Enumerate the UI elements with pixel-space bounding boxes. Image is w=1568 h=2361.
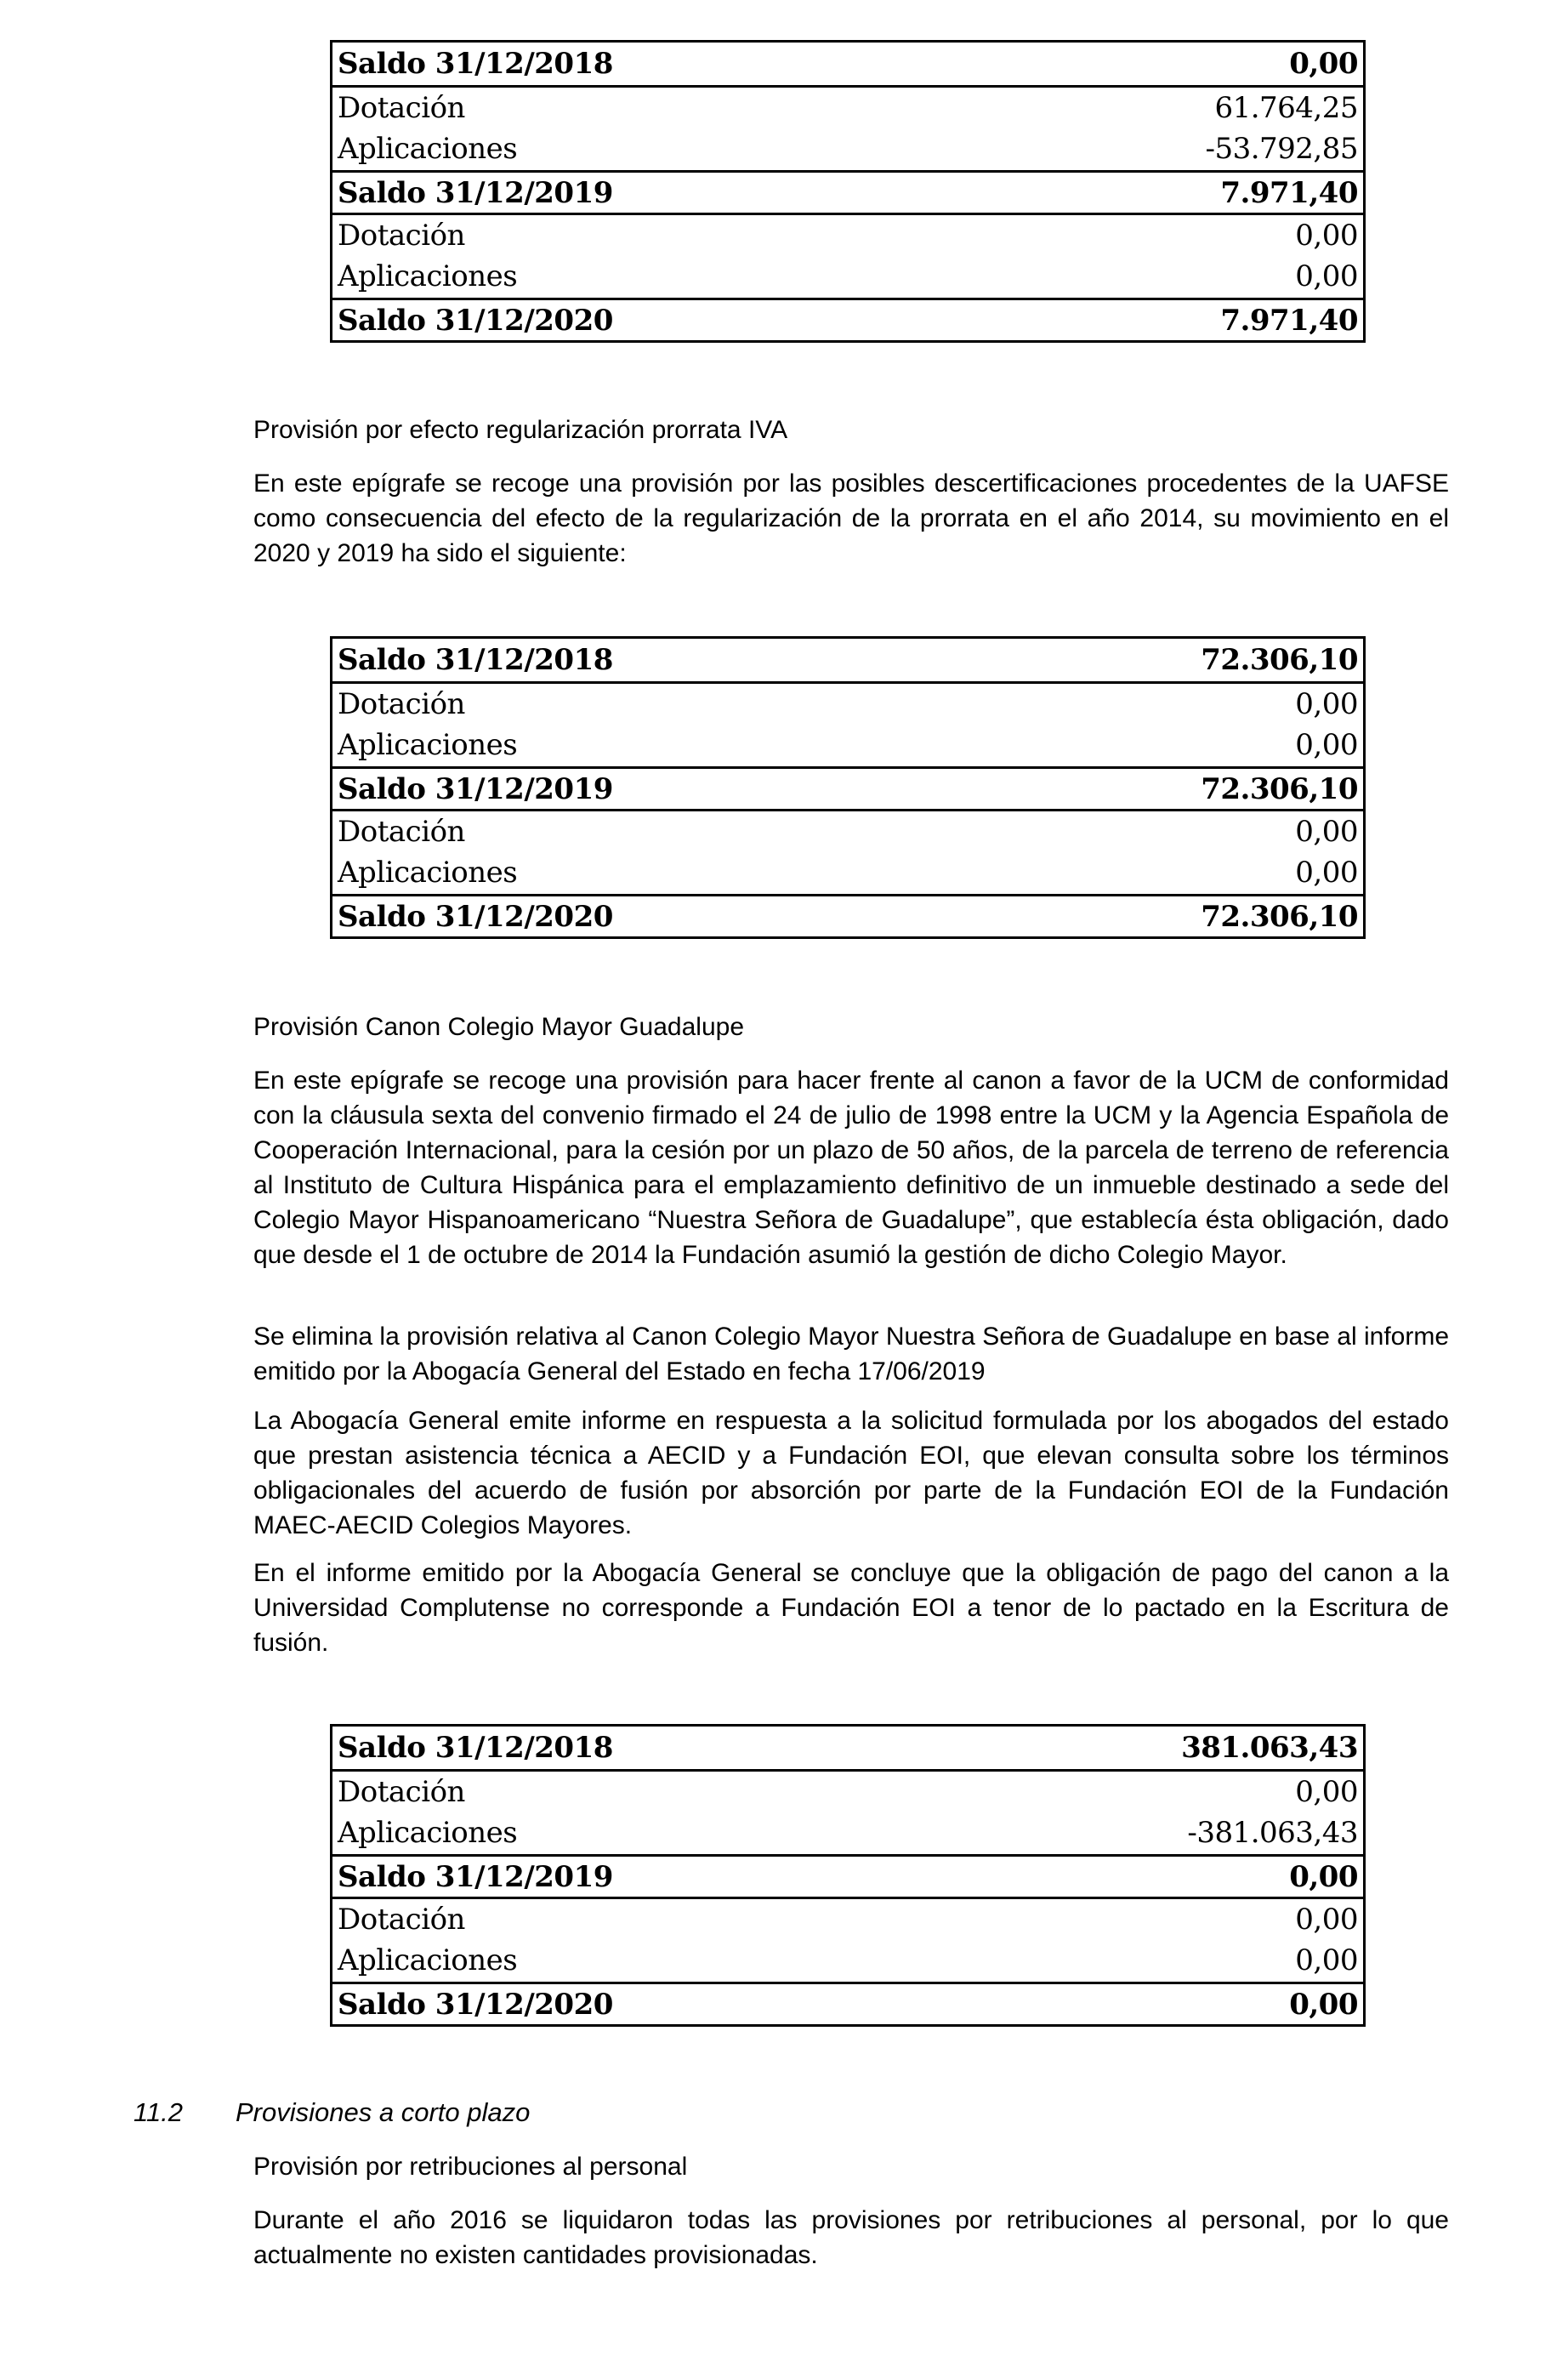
row-value: 0,00 xyxy=(1295,218,1358,253)
personal-heading: Provisión por retribuciones al personal xyxy=(253,2153,688,2181)
table-row xyxy=(332,128,1363,170)
table-row xyxy=(332,1727,1363,1769)
row-label: Saldo 31/12/2020 xyxy=(338,1987,613,2022)
row-value: 381.063,43 xyxy=(1181,1731,1358,1765)
row-value: 0,00 xyxy=(1295,728,1358,762)
row-label: Aplicaciones xyxy=(338,728,518,762)
balance-table-1 xyxy=(330,40,1366,343)
row-value: 0,00 xyxy=(1289,1987,1358,2022)
row-value: 61.764,25 xyxy=(1214,90,1358,125)
canon-paragraph-2: Se elimina la provisión relativa al Canon Colegio Mayor Nuestra Señora de Guadalupe en base al informe emitido por la Abogacía General del Estado en fecha 17/06/2019 xyxy=(253,1323,1449,1385)
section-title: Provisiones a corto plazo xyxy=(236,2097,531,2127)
table-row xyxy=(332,298,1363,340)
row-value: 72.306,10 xyxy=(1201,771,1358,806)
section-number: 11.2 xyxy=(134,2097,184,2127)
row-label: Aplicaciones xyxy=(338,856,518,890)
iva-paragraph: En este epígrafe se recoge una provisión por las posibles descertificaciones procedentes de la UAFSE como consecuencia del efecto de la regularización de la prorrata en el año 2014, su movimiento en el 2020 y 2019 ha sido el siguiente: xyxy=(253,469,1449,567)
table-row xyxy=(332,1982,1363,2024)
row-label: Aplicaciones xyxy=(338,132,518,166)
table-row xyxy=(332,809,1363,851)
iva-heading: Provisión por efecto regularización prorrata IVA xyxy=(253,416,788,444)
section-heading xyxy=(134,2097,530,2128)
row-value: 7.971,40 xyxy=(1220,303,1358,338)
table-row xyxy=(332,1939,1363,1982)
table-row xyxy=(332,724,1363,766)
row-value: 7.971,40 xyxy=(1220,175,1358,210)
row-label: Saldo 31/12/2020 xyxy=(338,899,613,934)
row-label: Saldo 31/12/2018 xyxy=(338,47,613,81)
table-row xyxy=(332,170,1363,213)
table-row xyxy=(332,1897,1363,1939)
row-value: 72.306,10 xyxy=(1201,899,1358,934)
row-value: 72.306,10 xyxy=(1201,643,1358,677)
personal-paragraph: Durante el año 2016 se liquidaron todas las provisiones por retribuciones al personal, por lo que actualmente no existen cantidades provisionadas. xyxy=(253,2206,1449,2269)
row-label: Aplicaciones xyxy=(338,259,518,293)
row-label: Saldo 31/12/2018 xyxy=(338,643,613,677)
table-row xyxy=(332,681,1363,724)
table-row xyxy=(332,894,1363,936)
row-value: 0,00 xyxy=(1289,47,1358,81)
row-value: -381.063,43 xyxy=(1187,1816,1358,1850)
row-label: Dotación xyxy=(338,1774,465,1809)
table-row xyxy=(332,85,1363,128)
row-value: 0,00 xyxy=(1295,1774,1358,1809)
table-row xyxy=(332,1854,1363,1897)
row-label: Dotación xyxy=(338,686,465,721)
row-value: 0,00 xyxy=(1295,1943,1358,1977)
row-value: 0,00 xyxy=(1289,1859,1358,1894)
row-value: -53.792,85 xyxy=(1205,132,1358,166)
row-label: Saldo 31/12/2019 xyxy=(338,175,613,210)
row-label: Aplicaciones xyxy=(338,1816,518,1850)
canon-paragraph-3: La Abogacía General emite informe en respuesta a la solicitud formulada por los abogados del estado que prestan asistencia técnica a AECID y a Fundación EOI, que elevan consulta sobre los términos obligacionales del acuerdo de fusión por absorción por parte de la Fundación EOI de la Fundación MAEC-AECID Colegios Mayores. xyxy=(253,1407,1449,1539)
row-label: Saldo 31/12/2019 xyxy=(338,1859,613,1894)
table-row xyxy=(332,255,1363,298)
balance-table-3 xyxy=(330,1724,1366,2027)
row-value: 0,00 xyxy=(1295,686,1358,721)
table-row xyxy=(332,43,1363,85)
table-row xyxy=(332,213,1363,255)
table-row xyxy=(332,851,1363,894)
row-value: 0,00 xyxy=(1295,259,1358,293)
row-label: Aplicaciones xyxy=(338,1943,518,1977)
row-label: Dotación xyxy=(338,814,465,849)
table-row xyxy=(332,766,1363,809)
table-row xyxy=(332,1812,1363,1854)
row-label: Saldo 31/12/2018 xyxy=(338,1731,613,1765)
row-label: Saldo 31/12/2020 xyxy=(338,303,613,338)
table-row xyxy=(332,639,1363,681)
balance-table-2 xyxy=(330,636,1366,939)
canon-heading: Provisión Canon Colegio Mayor Guadalupe xyxy=(253,1013,745,1041)
row-label: Dotación xyxy=(338,218,465,253)
row-value: 0,00 xyxy=(1295,856,1358,890)
row-value: 0,00 xyxy=(1295,1902,1358,1937)
canon-paragraph-1: En este epígrafe se recoge una provisión para hacer frente al canon a favor de la UCM de conformidad con la cláusula sexta del convenio firmado el 24 de julio de 1998 entre la UCM y la Agencia Española de Cooperación Internacional, para la cesión por un plazo de 50 años, de la parcela de terreno de referencia al Instituto de Cultura Hispánica para el emplazamiento definitivo de un inmueble destinado a sede del Colegio Mayor Hispanoamericano “Nuestra Señora de Guadalupe”, que establecía ésta obligación, dado que desde el 1 de octubre de 2014 la Fundación asumió la gestión de dicho Colegio Mayor. xyxy=(253,1067,1449,1269)
row-label: Dotación xyxy=(338,90,465,125)
row-label: Saldo 31/12/2019 xyxy=(338,771,613,806)
table-row xyxy=(332,1769,1363,1812)
row-value: 0,00 xyxy=(1295,814,1358,849)
canon-paragraph-4: En el informe emitido por la Abogacía General se concluye que la obligación de pago del canon a la Universidad Complutense no corresponde a Fundación EOI a tenor de lo pactado en la Escritura de fusión. xyxy=(253,1559,1449,1657)
row-label: Dotación xyxy=(338,1902,465,1937)
